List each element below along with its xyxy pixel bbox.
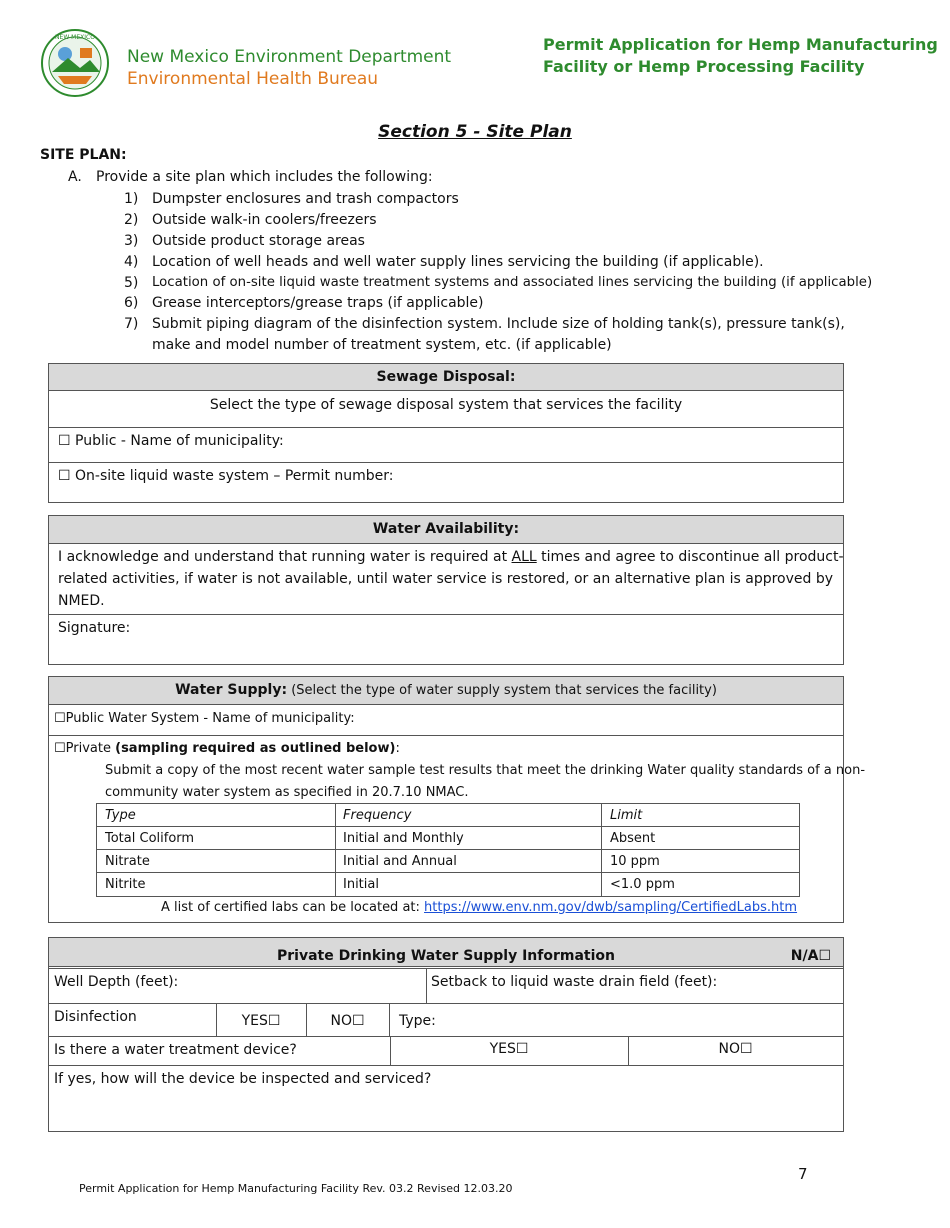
item-letter: A. bbox=[68, 169, 82, 185]
private-supply-header bbox=[49, 938, 843, 967]
submit-instruction-line1: Submit a copy of the most recent water sample test results that meet the drinking Water quality standards of a non- bbox=[105, 763, 866, 778]
table-cell: Initial and Monthly bbox=[343, 831, 464, 846]
ack-text: I acknowledge and understand that running water is required at bbox=[58, 549, 512, 565]
checkbox-icon[interactable]: ☐ bbox=[58, 433, 71, 449]
treatment-device-question: Is there a water treatment device? bbox=[54, 1042, 297, 1058]
private-supply-title: Private Drinking Water Supply Information bbox=[276, 948, 615, 964]
list-item: Dumpster enclosures and trash compactors bbox=[152, 191, 459, 207]
certified-labs-text: A list of certified labs can be located at: bbox=[161, 900, 425, 915]
treatment-no-checkbox[interactable]: NO☐ bbox=[718, 1041, 753, 1057]
list-number: 7) bbox=[124, 316, 139, 332]
bureau-name: Environmental Health Bureau bbox=[127, 69, 379, 89]
private-water-supply-box bbox=[48, 937, 844, 1132]
nmed-logo bbox=[40, 28, 110, 98]
water-public-option[interactable] bbox=[54, 711, 355, 726]
submit-instruction-line2: community water system as specified in 20.7.10 NMAC. bbox=[105, 785, 469, 800]
checkbox-icon[interactable]: ☐ bbox=[54, 711, 66, 726]
water-private-option[interactable] bbox=[54, 741, 400, 756]
acknowledgement-line1 bbox=[58, 549, 844, 565]
item-text: Provide a site plan which includes the following: bbox=[96, 169, 433, 185]
list-item: Submit piping diagram of the disinfection system. Include size of holding tank(s), pressure tank(s), bbox=[152, 316, 845, 332]
certified-labs-link[interactable]: https://www.env.nm.gov/dwb/sampling/CertifiedLabs.htm bbox=[424, 900, 798, 915]
water-supply-title: Water Supply: bbox=[175, 682, 288, 698]
na-checkbox[interactable]: N/A☐ bbox=[790, 948, 831, 964]
table-header: Frequency bbox=[343, 808, 412, 823]
list-number: 1) bbox=[124, 191, 139, 207]
disinfection-no-checkbox[interactable]: NO☐ bbox=[330, 1013, 365, 1029]
signature-label: Signature: bbox=[58, 620, 131, 636]
table-cell: Initial bbox=[343, 877, 379, 892]
list-number: 3) bbox=[124, 233, 139, 249]
water-supply-box bbox=[48, 676, 866, 923]
colon: : bbox=[395, 741, 400, 756]
list-number: 5) bbox=[124, 275, 139, 291]
table-cell: Total Coliform bbox=[105, 831, 195, 846]
sewage-disposal-box bbox=[48, 363, 844, 503]
water-private-label: Private bbox=[65, 741, 116, 756]
list-item: Grease interceptors/grease traps (if applicable) bbox=[152, 295, 484, 311]
list-number: 4) bbox=[124, 254, 139, 270]
svg-text:NEW MEXICO: NEW MEXICO bbox=[55, 34, 95, 41]
list-item: Outside walk-in coolers/freezers bbox=[152, 212, 377, 228]
list-number: 2) bbox=[124, 212, 139, 228]
acknowledgement-line3: NMED. bbox=[58, 593, 105, 609]
list-item: Location of on-site liquid waste treatment systems and associated lines servicing the building (if applicable) bbox=[152, 275, 873, 290]
sewage-onsite-label: On-site liquid waste system – Permit number: bbox=[75, 468, 394, 484]
table-cell: Nitrite bbox=[105, 877, 146, 892]
list-item: Outside product storage areas bbox=[152, 233, 365, 249]
water-supply-header bbox=[49, 677, 843, 705]
sewage-public-label: Public - Name of municipality: bbox=[75, 433, 284, 449]
list-item-continued: make and model number of treatment system, etc. (if applicable) bbox=[152, 337, 612, 353]
table-cell: Initial and Annual bbox=[343, 854, 457, 869]
list-number: 6) bbox=[124, 295, 139, 311]
acknowledgement-line2: related activities, if water is not available, until water service is restored, or an alternative plan is approved by bbox=[58, 571, 834, 587]
water-availability-box bbox=[48, 515, 844, 665]
sewage-onsite-option[interactable] bbox=[58, 468, 394, 484]
ack-text: times and agree to discontinue all product- bbox=[536, 549, 844, 565]
section-title: Section 5 - Site Plan bbox=[378, 122, 572, 142]
org-name: New Mexico Environment Department bbox=[127, 47, 452, 67]
disinfection-type-label: Type: bbox=[399, 1013, 436, 1029]
table-cell: Nitrate bbox=[105, 854, 150, 869]
ack-emphasis: ALL bbox=[511, 549, 537, 565]
disinfection-label: Disinfection bbox=[54, 1009, 137, 1025]
table-cell: Absent bbox=[610, 831, 656, 846]
page-number: 7 bbox=[798, 1165, 808, 1183]
water-private-note: (sampling required as outlined below) bbox=[115, 741, 396, 756]
disinfection-yes-checkbox[interactable]: YES☐ bbox=[241, 1013, 281, 1029]
table-cell: 10 ppm bbox=[610, 854, 660, 869]
list-item: Location of well heads and well water supply lines servicing the building (if applicable). bbox=[152, 254, 764, 270]
site-plan-heading: SITE PLAN: bbox=[40, 147, 127, 163]
inspection-question: If yes, how will the device be inspected and serviced? bbox=[54, 1071, 432, 1087]
checkbox-icon[interactable]: ☐ bbox=[54, 741, 66, 756]
setback-label: Setback to liquid waste drain field (feet): bbox=[431, 974, 718, 990]
sewage-instruction: Select the type of sewage disposal system that services the facility bbox=[209, 397, 683, 413]
well-depth-label: Well Depth (feet): bbox=[54, 974, 179, 990]
water-supply-subtitle: (Select the type of water supply system that services the facility) bbox=[287, 683, 717, 698]
checkbox-icon[interactable]: ☐ bbox=[58, 468, 71, 484]
table-header: Type bbox=[105, 808, 136, 823]
form-title-line2: Facility or Hemp Processing Facility bbox=[543, 57, 865, 76]
sewage-header: Sewage Disposal: bbox=[49, 364, 843, 391]
sewage-public-option[interactable] bbox=[58, 433, 284, 449]
sampling-table bbox=[96, 803, 800, 897]
treatment-yes-checkbox[interactable]: YES☐ bbox=[489, 1041, 529, 1057]
form-title-line1: Permit Application for Hemp Manufacturing bbox=[543, 35, 938, 54]
footer-text: Permit Application for Hemp Manufacturing Facility Rev. 03.2 Revised 12.03.20 bbox=[79, 1182, 513, 1195]
certified-labs-line bbox=[161, 900, 797, 915]
table-header: Limit bbox=[610, 808, 643, 823]
water-availability-header: Water Availability: bbox=[49, 516, 843, 544]
water-public-label: Public Water System - Name of municipality: bbox=[65, 711, 355, 726]
table-cell: <1.0 ppm bbox=[610, 877, 675, 892]
